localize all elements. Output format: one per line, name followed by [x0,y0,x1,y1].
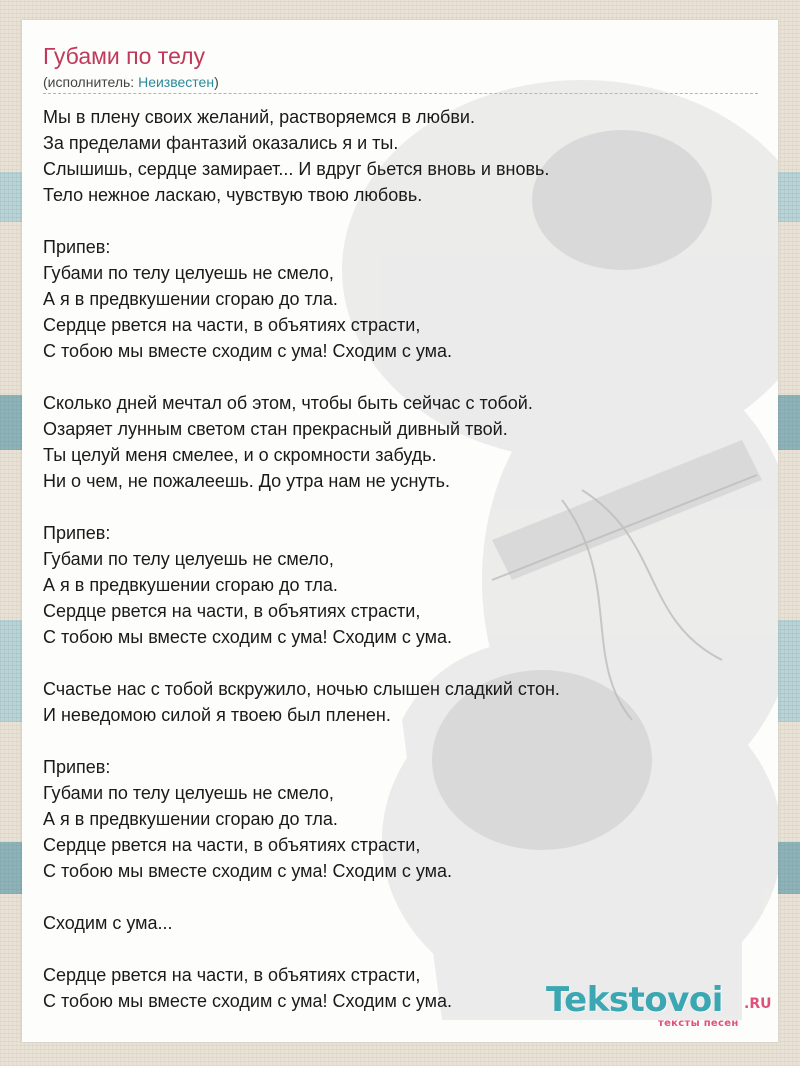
artist-close: ) [214,74,219,90]
artist-link[interactable]: Неизвестен [138,74,215,90]
lyric-line: А я в предвкушении сгораю до тла. [43,289,338,309]
stanza-gap [43,364,758,390]
lyric-line: С тобою мы вместе сходим с ума! Сходим с ума. [43,627,453,647]
lyric-line: Озаряет лунным светом стан прекрасный дивный твой. [43,419,508,439]
stanza-gap [43,494,758,520]
logo-wordmark: Tekstovoi [546,980,723,1020]
stanza-gap [43,728,758,754]
logo-tagline: тексты песен [658,1018,739,1029]
lyric-line: Сердце рвется на части, в объятиях страсти, [43,835,421,855]
lyric-line: Припев: [43,523,111,543]
stanza-gap [43,208,758,234]
lyric-line: А я в предвкушении сгораю до тла. [43,575,338,595]
lyric-line: И неведомою силой я твоею был пленен. [43,705,391,725]
lyrics-card [22,20,778,1042]
lyric-line: Губами по телу целуешь не смело, [43,783,334,803]
artist-line [43,73,758,91]
artist-label: (исполнитель: [43,74,139,90]
lyric-line: Ты целуй меня смелее, и о скромности забудь. [43,445,437,465]
lyric-line: Припев: [43,237,111,257]
lyric-line: С тобою мы вместе сходим с ума! Сходим с ума. [43,341,453,361]
lyric-line: Припев: [43,757,111,777]
stanza-gap [43,884,758,910]
lyric-line: Сходим с ума... [43,913,173,933]
lyric-line: Мы в плену своих желаний, растворяемся в любви. [43,107,475,127]
song-title: Губами по телу [43,43,206,69]
lyrics-text [43,104,758,1014]
lyric-line: Ни о чем, не пожалеешь. До утра нам не уснуть. [43,471,451,491]
lyric-line: Слышишь, сердце замирает... И вдруг бьется вновь и вновь. [43,159,550,179]
song-content [43,42,758,1014]
dashed-divider [43,93,758,94]
lyric-line: Сердце рвется на части, в объятиях страсти, [43,965,421,985]
lyric-line: Тело нежное ласкаю, чувствую твою любовь. [43,185,423,205]
lyric-line: За пределами фантазий оказались я и ты. [43,133,399,153]
lyric-line: Сердце рвется на части, в объятиях страсти, [43,601,421,621]
stanza-gap [43,650,758,676]
lyric-line: Счастье нас с тобой вскружило, ночью слышен сладкий стон. [43,679,560,699]
lyric-line: А я в предвкушении сгораю до тла. [43,809,338,829]
logo-tld: .RU [744,996,772,1012]
lyric-line: Губами по телу целуешь не смело, [43,549,334,569]
lyric-line: С тобою мы вместе сходим с ума! Сходим с ума. [43,991,453,1011]
tekstovoi-logo[interactable] [546,980,776,1040]
lyric-line: Губами по телу целуешь не смело, [43,263,334,283]
stanza-gap [43,936,758,962]
lyric-line: Сколько дней мечтал об этом, чтобы быть сейчас с тобой. [43,393,533,413]
lyric-line: Сердце рвется на части, в объятиях страсти, [43,315,421,335]
lyric-line: С тобою мы вместе сходим с ума! Сходим с ума. [43,861,453,881]
